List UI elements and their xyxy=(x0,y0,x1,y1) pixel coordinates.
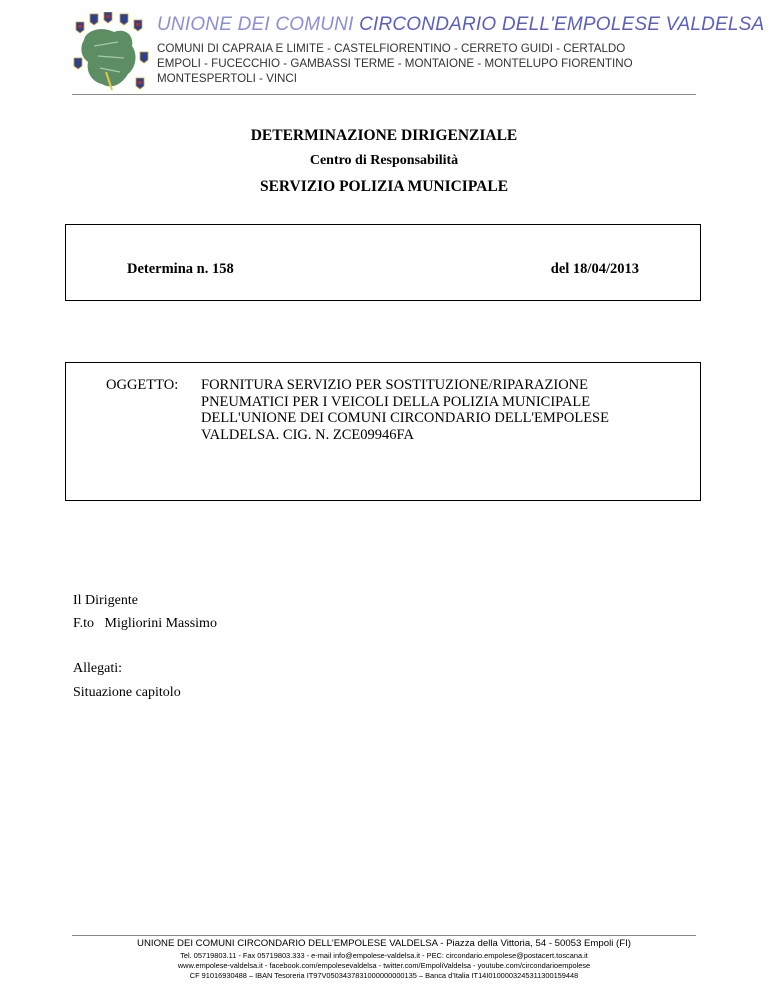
attachment-item: Situazione capitolo xyxy=(73,685,181,700)
header-divider xyxy=(72,94,696,95)
oggetto-box xyxy=(65,362,701,501)
union-logo xyxy=(72,12,152,100)
servizio-heading: SERVIZIO POLIZIA MUNICIPALE xyxy=(259,178,509,195)
document-type-heading: DETERMINAZIONE DIRIGENZIALE xyxy=(250,127,518,144)
comuni-line: COMUNI DI CAPRAIA E LIMITE - CASTELFIORENTINO - CERRETO GUIDI - CERTALDO xyxy=(157,42,626,55)
oggetto-line: FORNITURA SERVIZIO PER SOSTITUZIONE/RIPARAZIONE xyxy=(201,377,588,393)
footer-address: UNIONE DEI COMUNI CIRCONDARIO DELL’EMPOLESE VALDELSA - Piazza della Vittoria, 54 - 50053 Empoli (FI) xyxy=(137,938,631,949)
signature-role: Il Dirigente xyxy=(73,593,138,608)
centro-responsabilita-label: Centro di Responsabilità xyxy=(309,153,459,168)
oggetto-line: VALDELSA. CIG. N. ZCE09946FA xyxy=(201,426,414,443)
header-title-part1: UNIONE DEI COMUNI xyxy=(157,14,360,35)
comuni-line: EMPOLI - FUCECCHIO - GAMBASSI TERME - MONTAIONE - MONTELUPO FIORENTINO xyxy=(157,57,633,70)
footer-contacts: Tel. 05719803.11 - Fax 05719803.333 - e-mail info@empolese-valdelsa.it - PEC: circondario.empolese@postacert.toscana.it xyxy=(180,951,588,960)
oggetto-label: OGGETTO: xyxy=(106,377,179,393)
oggetto-line: PNEUMATICI PER I VEICOLI DELLA POLIZIA MUNICIPALE xyxy=(201,393,591,410)
attachments-label: Allegati: xyxy=(73,661,122,676)
determina-date: del 18/04/2013 xyxy=(550,261,639,277)
header-title-part2: CIRCONDARIO DELL'EMPOLESE VALDELSA xyxy=(359,14,765,35)
determina-number: Determina n. 158 xyxy=(127,261,234,277)
determina-box xyxy=(65,224,701,301)
header-title xyxy=(157,14,764,36)
oggetto-line: DELL'UNIONE DEI COMUNI CIRCONDARIO DELL'EMPOLESE xyxy=(201,410,609,426)
oggetto-text xyxy=(201,377,671,443)
footer-fiscal: CF 91016930488 – IBAN Tesoreria IT97V0503437831000000000135 – Banca d’Italia IT14I0100003245311300159448 xyxy=(189,971,579,980)
footer-web: www.empolese-valdelsa.it - facebook.com/empolesevaldelsa - twitter.com/EmpoliValdelsa - youtube.com/circondarioempolese xyxy=(177,961,591,970)
footer-divider xyxy=(72,935,696,936)
comuni-line: MONTESPERTOLI - VINCI xyxy=(157,72,298,85)
header-comuni-list xyxy=(157,41,717,86)
signature-name: F.to Migliorini Massimo xyxy=(73,616,217,631)
